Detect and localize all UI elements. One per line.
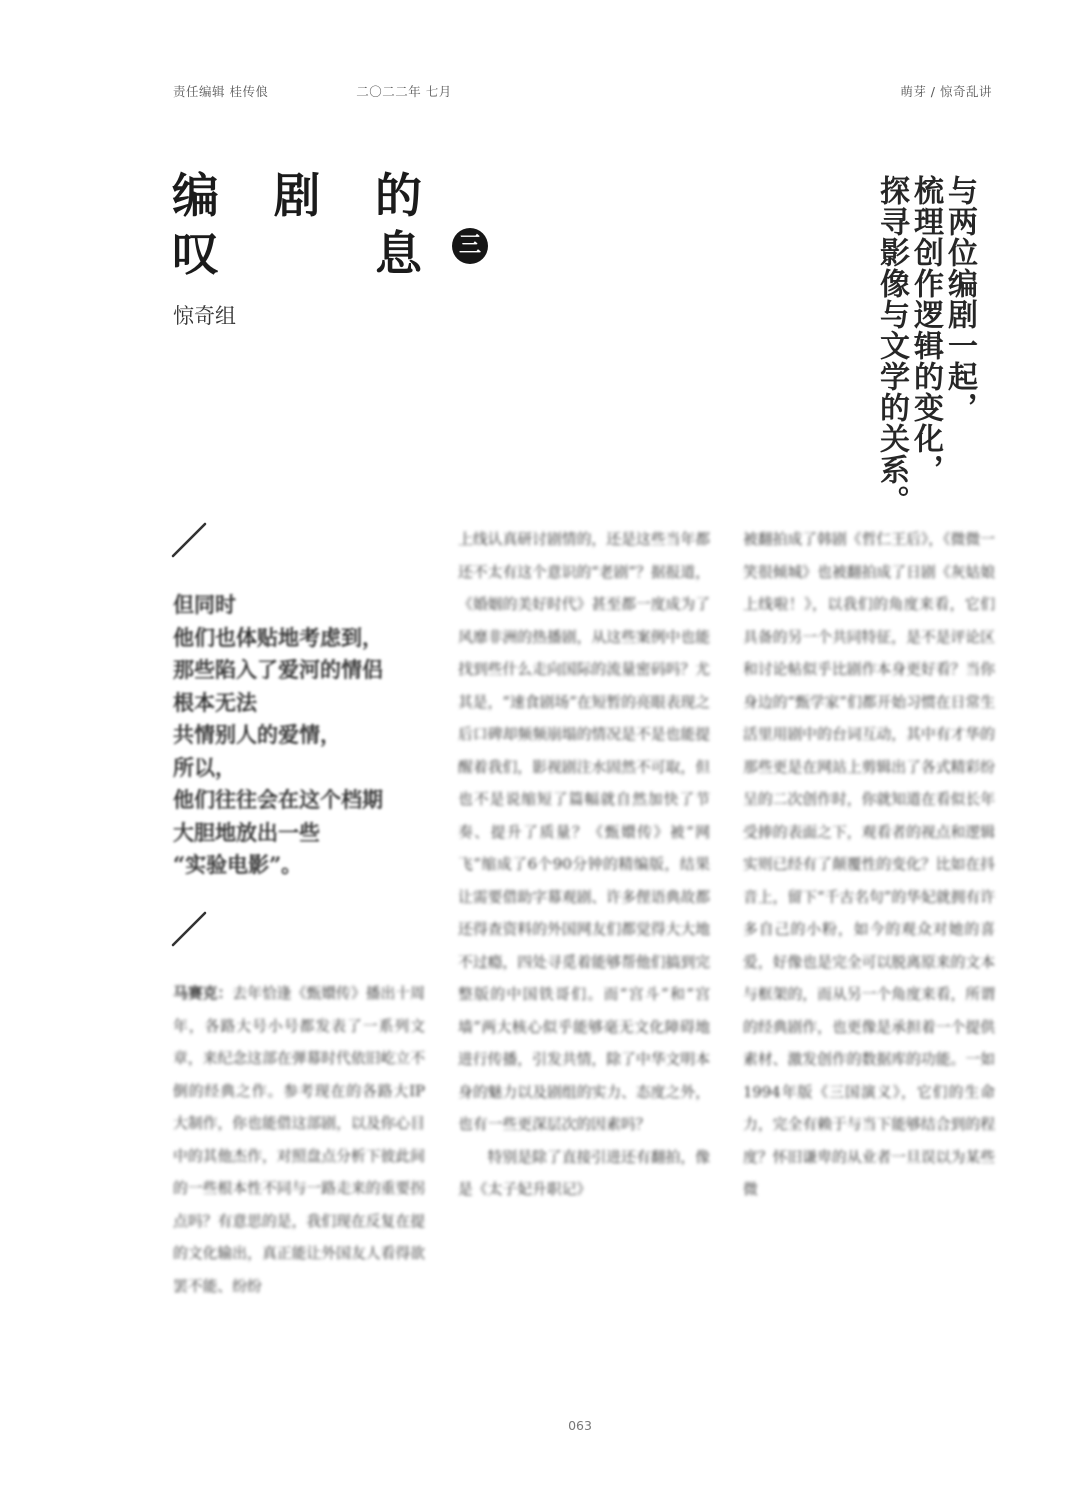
body-paragraph: 特别是除了直接引进还有翻拍，像是《太子妃升职记》 [458,1148,710,1198]
quote-line: 那些陷入了爱河的情侣 [173,657,383,682]
title-char: 编 [172,169,219,224]
quote-line: “实验电影”。 [173,852,303,877]
title-char: 剧 [273,169,321,224]
editor-credit: 责任编辑 桂传俍 [173,84,269,99]
quote-line: 他们往往会在这个档期 [173,787,383,812]
quote-line: 共情别人的爱情， [173,722,341,747]
body-paragraph: 上线认真研讨剧情的，还是这些当年都还不太有这个意识的“老剧”？据报道，《婚姻的美好时代》甚至都一度成为了风靡非洲的热播剧，从这些案例中也能找到些什么走向国际的流量密码吗？尤其是，“速食剧场”在短暂的亮眼表现之后口碑却频频崩塌的情况是不是也能提醒着我们，影视剧注水固然不可取，但也不是说缩短了篇幅就自然加快了节奏、提升了质量？《甄嬛传》被“网飞”缩成了6个90分钟的精编版，结果让需要借助字幕观剧、许多俚语典故都还得查资料的外国网友们都觉得大大地不过瘾，四处寻觅着能够帮他们搞到完整版的中国铁哥们。而“宫斗”和“宫墙”两大核心似乎能够毫无文化障碍地进行传播，引发共情，除了中华文明本身的魅力以及剧组的实力、态度之外，也有一些更深层次的因素吗？ [458,531,710,1133]
section-label: 萌芽 / 惊奇乱讲 [900,84,992,99]
part-number-badge: 三 [452,228,488,264]
title-line-1 [172,168,422,226]
body-text: 去年恰逢《甄嬛传》播出十周年，各路大号小号都发表了一系列文章，来纪念这部在弹幕时代依旧屹立不倒的经典之作。参考现在的各路大IP大制作，你也能借这部剧，以及你心目中的其他杰作，对照盘点分析下彼此间的一些根本性不同与一路走来的重要拐点吗？有意思的是，我们现在反复在提的文化输出，真正能让外国友人看得欲罢不能、纷纷 [173,985,425,1295]
speaker-name: 马赛克： [173,985,233,1002]
intro-line-1: 与两位编剧一起， [942,175,977,423]
quote-line: 所以， [173,754,236,780]
title-char: 叹 [172,227,219,282]
quote-line: 但同时 [173,592,236,617]
slash-ornament-icon [170,910,208,948]
title-char: 的 [375,169,422,224]
title-char: 息 [375,227,422,282]
body-paragraph: 被翻拍成了韩剧《哲仁王后》，《微微一笑很倾城》也被翻拍成了日剧《灰姑娘上线啦！》，以我们的角度来看，它们具备的另一个共同特征，是不是评论区和讨论帖似乎比剧作本身更好看？当你身边的“甄学家”们都开始习惯在日常生活里用剧中的台词互动，其中有才华的那些更是在网站上剪辑出了各式精彩纷呈的二次创作时，你就知道在看似长年受捧的表面之下，观看者的视点和逻辑实则已经有了颠覆性的变化？比如在抖音上，留下“千古名句”的华妃就拥有许多自己的小粉，如今的观众对她的喜爱，好像也是完全可以脱离原来的文本与框架的，而从另一个角度来看，所谓的经典剧作，也更像是承担着一个提供素材、激发创作的数据库的功能。一如1994年版《三国演义》，它们的生命力，完全有赖于与当下能够结合到的程度？怀旧谦卑的从业者一旦误以为某些微 [743,531,995,1198]
article-title [172,168,502,284]
page-number: 063 [568,1418,592,1433]
issue-date: 二〇二二年 七月 [356,84,452,99]
intro-line-3: 探寻影像与文学的关系。 [874,175,909,516]
body-column-2 [458,524,710,1344]
slash-ornament-icon [170,521,208,559]
intro-line-2: 梳理创作逻辑的变化， [908,175,943,485]
pull-quote [173,589,423,882]
body-column-3 [743,524,995,1344]
quote-line: 根本无法 [173,689,257,715]
author-name: 惊奇组 [173,304,236,328]
quote-line: 大胆地放出一些 [173,819,320,845]
title-line-2 [172,226,422,284]
quote-line: 他们也体贴地考虑到， [173,624,383,650]
body-column-1 [173,978,425,1378]
